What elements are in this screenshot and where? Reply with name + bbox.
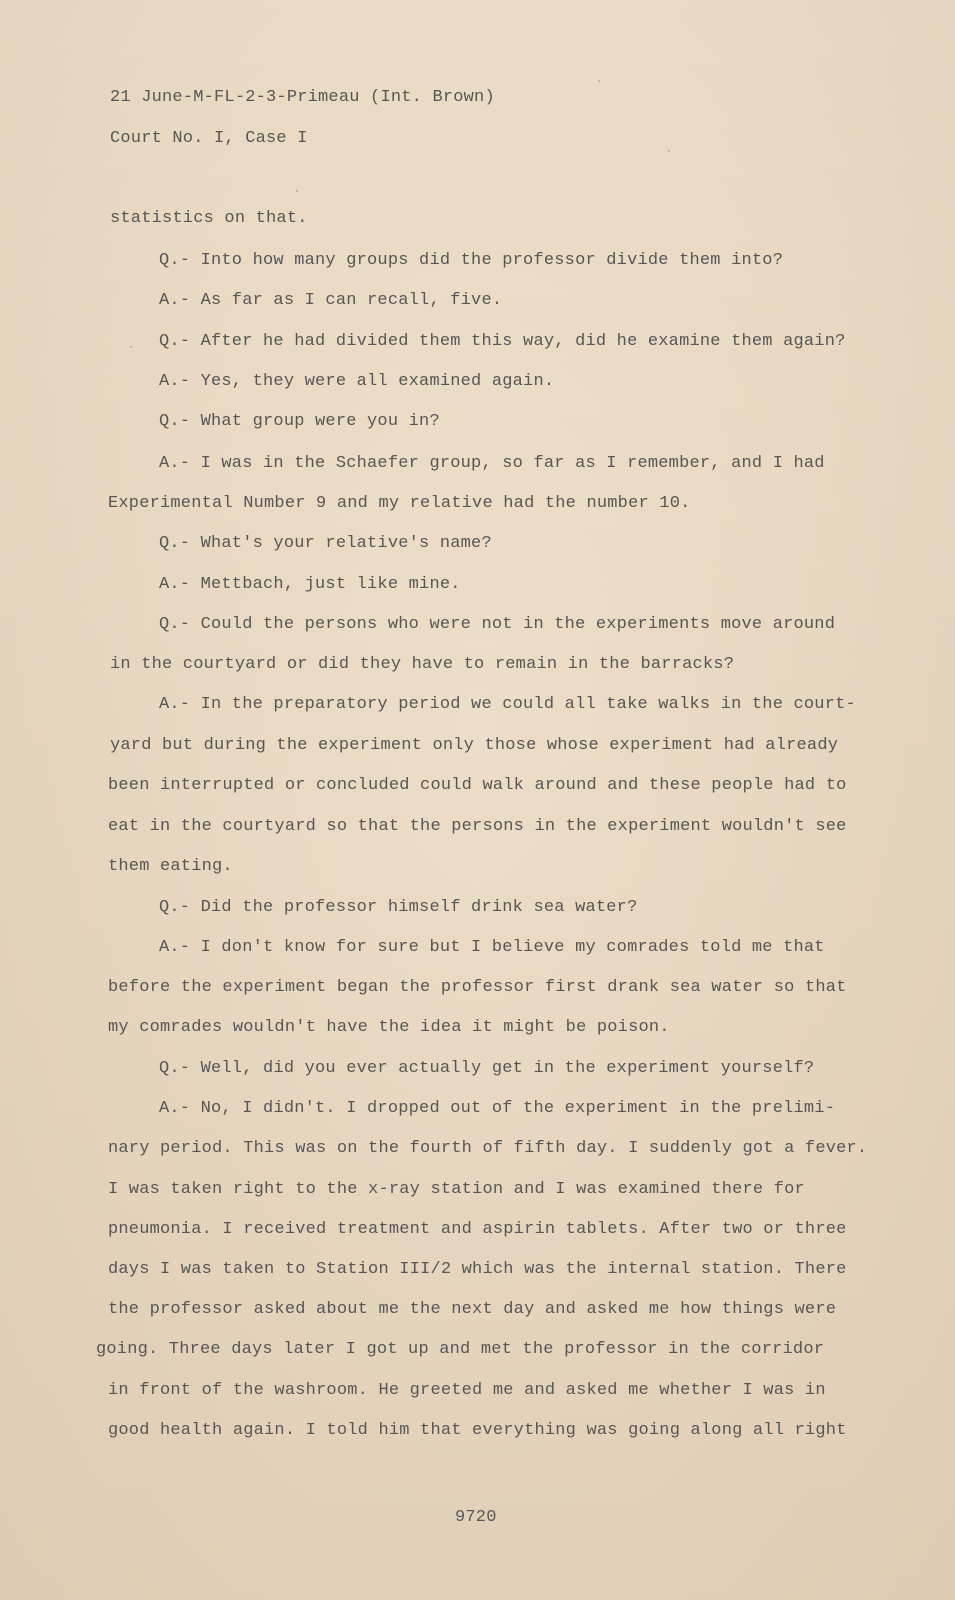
text-line: eat in the courtyard so that the persons in the experiment wouldn't see <box>108 817 847 836</box>
text-line: A.- As far as I can recall, five. <box>159 291 503 310</box>
text-line: A.- Mettbach, just like mine. <box>159 575 461 594</box>
text-line: A.- No, I didn't. I dropped out of the experiment in the prelimi- <box>159 1099 836 1118</box>
text-line: Q.- Could the persons who were not in the experiments move around <box>159 615 836 634</box>
text-line: pneumonia. I received treatment and aspirin tablets. After two or three <box>108 1220 847 1239</box>
paper-speck <box>296 190 298 192</box>
text-line: been interrupted or concluded could walk around and these people had to <box>108 776 847 795</box>
text-line: A.- I don't know for sure but I believe my comrades told me that <box>159 938 825 957</box>
text-line: before the experiment began the professor first drank sea water so that <box>108 978 847 997</box>
text-line: them eating. <box>108 857 233 876</box>
text-line: in front of the washroom. He greeted me and asked me whether I was in <box>108 1381 826 1400</box>
paper-speck <box>668 150 670 152</box>
text-line: statistics on that. <box>110 209 308 228</box>
text-line: in the courtyard or did they have to remain in the barracks? <box>110 655 735 674</box>
text-line: nary period. This was on the fourth of fifth day. I suddenly got a fever. <box>108 1139 868 1158</box>
text-line: good health again. I told him that everything was going along all right <box>108 1421 847 1440</box>
text-line: Q.- What group were you in? <box>159 412 440 431</box>
text-line: Q.- Well, did you ever actually get in the experiment yourself? <box>159 1059 815 1078</box>
text-line: days I was taken to Station III/2 which was the internal station. There <box>108 1260 847 1279</box>
text-line: A.- Yes, they were all examined again. <box>159 372 555 391</box>
header-case-reference: 21 June-M-FL-2-3-Primeau (Int. Brown) <box>110 88 495 107</box>
text-line: A.- In the preparatory period we could all take walks in the court- <box>159 695 856 714</box>
text-line: Experimental Number 9 and my relative had the number 10. <box>108 494 691 513</box>
text-line: A.- I was in the Schaefer group, so far as I remember, and I had <box>159 454 825 473</box>
text-line: Q.- After he had divided them this way, did he examine them again? <box>159 332 846 351</box>
text-line: the professor asked about me the next day and asked me how things were <box>108 1300 837 1319</box>
text-line: I was taken right to the x-ray station and I was examined there for <box>108 1180 805 1199</box>
text-line: my comrades wouldn't have the idea it might be poison. <box>108 1018 670 1037</box>
text-line: Q.- What's your relative's name? <box>159 534 492 553</box>
text-line: Q.- Did the professor himself drink sea water? <box>159 898 638 917</box>
paper-speck <box>598 80 600 82</box>
text-line: going. Three days later I got up and met the professor in the corridor <box>96 1340 825 1359</box>
text-line: yard but during the experiment only those whose experiment had already <box>110 736 839 755</box>
paper-speck <box>130 346 132 348</box>
page-number: 9720 <box>455 1508 497 1527</box>
text-line: Q.- Into how many groups did the professor divide them into? <box>159 251 784 270</box>
header-court-case: Court No. I, Case I <box>110 129 308 148</box>
